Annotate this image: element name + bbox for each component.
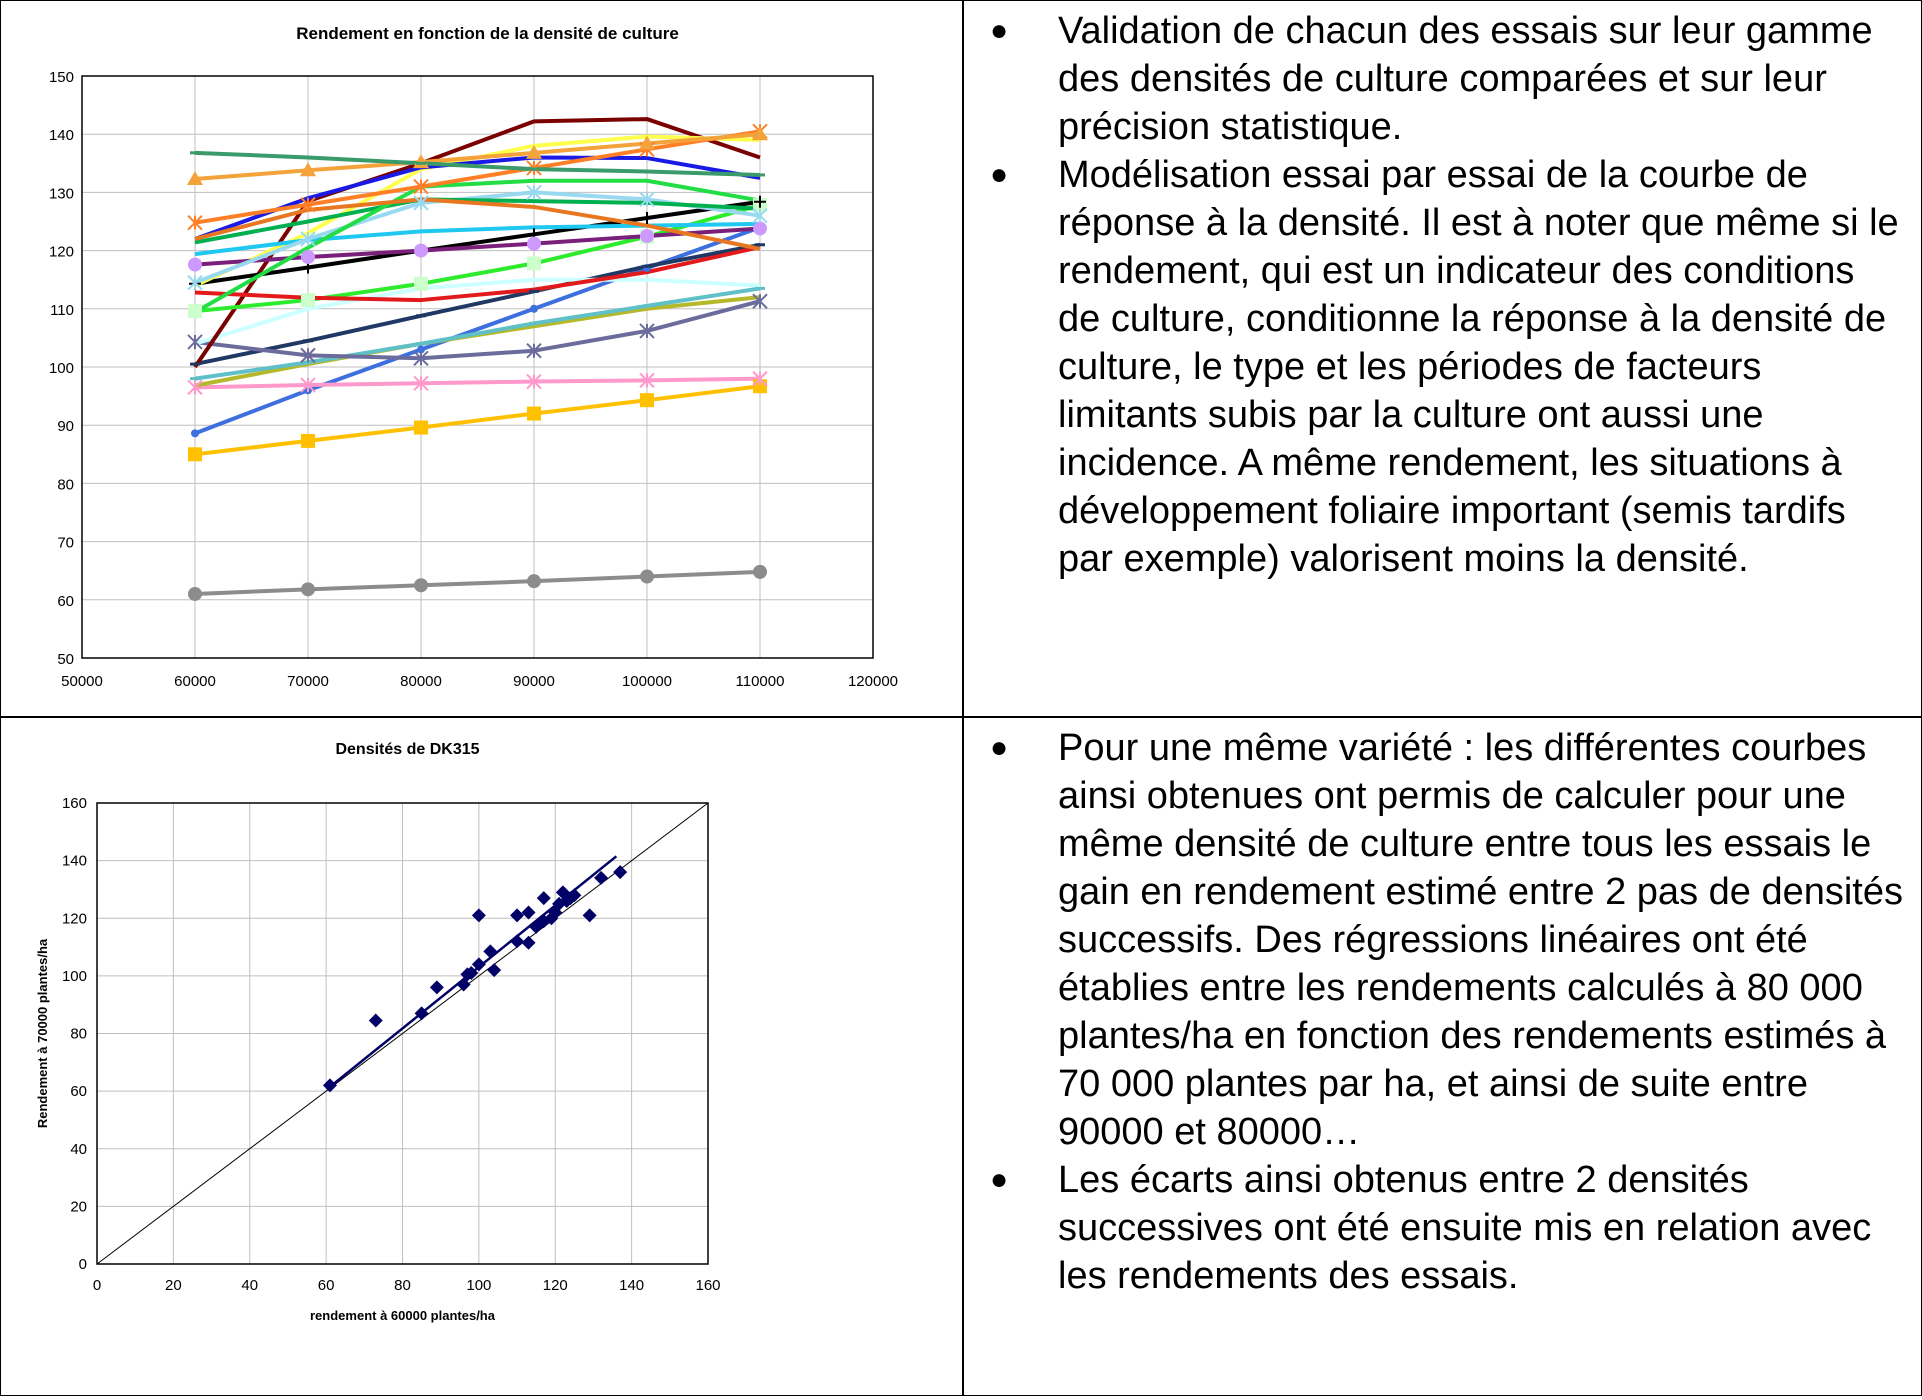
y-tick-label: 120 <box>61 910 87 928</box>
scatter-chart-dk315 <box>1 718 962 1395</box>
data-point <box>301 250 315 264</box>
list-item: ● Pour une même variété : les différentes courbes ainsi obtenues ont permis de calculer pour une même densité de culture entre tous les essais le gain en rendement estimé entre 2 pas de densités successifs. Des régressions linéaires ont été établies entre les rendements calculés à 80 000 plantes/ha en fonction des rendements estimés à 70 000 plantes par ha, et ainsi de suite entre 90000 et 80000… <box>964 724 1921 1156</box>
data-point <box>527 407 541 421</box>
y-tick-label: 100 <box>61 967 87 985</box>
x-axis-label: rendement à 60000 plantes/ha <box>310 1308 495 1323</box>
y-tick-label: 140 <box>61 852 87 870</box>
data-point <box>640 229 654 243</box>
x-tick-label: 100 <box>466 1277 492 1294</box>
bullet-dot: ● <box>990 1163 1009 1196</box>
x-tick-label: 40 <box>241 1277 259 1294</box>
y-tick-label: 20 <box>70 1198 87 1216</box>
data-point <box>188 447 202 461</box>
data-point <box>301 434 315 448</box>
series-line <box>195 379 760 388</box>
x-tick-label: 70000 <box>287 673 329 690</box>
y-tick-label: 40 <box>70 1140 87 1158</box>
y-tick-label: 60 <box>57 592 74 610</box>
chart-title: Rendement en fonction de la densité de culture <box>296 24 679 43</box>
data-point <box>414 578 428 592</box>
bullet-list-top <box>964 7 1921 583</box>
y-tick-label: 140 <box>48 127 74 145</box>
x-tick-label: 120 <box>542 1277 568 1294</box>
list-item: ● Validation de chacun des essais sur leur gamme des densités de culture comparées et sur leur précision statistique. <box>964 7 1921 151</box>
cell-text-top <box>964 1 1921 716</box>
x-tick-label: 120000 <box>847 673 899 690</box>
data-point <box>188 258 202 272</box>
bullet-list-bottom <box>964 724 1921 1300</box>
data-point <box>188 587 202 601</box>
data-point <box>430 980 444 994</box>
series-line <box>195 131 760 222</box>
data-point <box>191 429 199 437</box>
y-tick-label: 70 <box>57 534 74 552</box>
data-point <box>537 891 551 905</box>
data-point <box>414 421 428 435</box>
data-point <box>487 963 501 977</box>
series-group <box>187 119 768 601</box>
y-tick-label: 130 <box>48 185 74 203</box>
data-point <box>472 908 486 922</box>
data-point <box>522 905 536 919</box>
chart-title: Densités de DK315 <box>335 741 480 758</box>
cell-chart-yield-density <box>1 1 962 716</box>
data-point <box>414 277 428 291</box>
x-tick-label: 110000 <box>735 673 785 690</box>
y-tick-label: 60 <box>70 1083 87 1101</box>
data-point <box>527 237 541 251</box>
data-point <box>753 221 767 235</box>
series-line <box>195 386 760 454</box>
y-tick-label: 150 <box>48 69 74 86</box>
cell-text-bottom <box>964 718 1921 1395</box>
data-point <box>613 865 627 879</box>
x-tick-label: 90000 <box>513 673 555 690</box>
y-tick-label: 80 <box>70 1025 87 1043</box>
y-tick-label: 80 <box>57 476 74 494</box>
y-tick-label: 0 <box>78 1256 87 1273</box>
data-point <box>301 293 315 307</box>
x-tick-label: 80 <box>394 1277 411 1294</box>
data-point <box>640 570 654 584</box>
data-point <box>510 934 524 948</box>
list-item: ● Les écarts ainsi obtenus entre 2 densités successives ont été ensuite mis en relation avec les rendements des essais. <box>964 1156 1921 1300</box>
data-point <box>527 574 541 588</box>
series-line <box>195 572 760 594</box>
x-tick-label: 60000 <box>174 673 216 690</box>
line-chart-yield-density <box>1 1 962 716</box>
data-point <box>753 565 767 579</box>
data-point <box>483 944 497 958</box>
bullet-dot: ● <box>990 731 1009 764</box>
data-point <box>522 936 536 950</box>
data-point <box>640 393 654 407</box>
y-tick-label: 160 <box>61 795 87 812</box>
data-point <box>369 1014 383 1028</box>
list-item: ● Modélisation essai par essai de la courbe de réponse à la densité. Il est à noter que même si le rendement, qui est un indicateur des conditions de culture, conditionne la réponse à la densité de culture, le type et les périodes de facteurs limitants subis par la culture ont aussi une incidence. A même rendement, les situations à développement foliaire important (semis tardifs par exemple) valorisent moins la densité. <box>964 151 1921 583</box>
bullet-dot: ● <box>990 158 1009 191</box>
y-tick-label: 90 <box>57 418 74 436</box>
x-tick-label: 0 <box>92 1277 102 1294</box>
data-point <box>323 1078 337 1092</box>
data-point <box>527 256 541 270</box>
x-tick-label: 140 <box>619 1277 645 1294</box>
data-point <box>301 582 315 596</box>
x-tick-label: 60 <box>317 1277 335 1294</box>
y-tick-label: 120 <box>48 243 74 261</box>
data-point <box>414 244 428 258</box>
y-tick-label: 110 <box>50 301 74 319</box>
x-tick-label: 100000 <box>621 673 673 690</box>
data-point <box>641 212 653 224</box>
cell-chart-dk315 <box>1 718 962 1395</box>
x-tick-label: 80000 <box>400 673 442 690</box>
y-tick-label: 50 <box>57 651 74 668</box>
data-point <box>188 304 202 318</box>
data-point <box>530 305 538 313</box>
y-axis-label: Rendement à 70000 plantes/ha <box>35 938 50 1129</box>
y-tick-label: 100 <box>48 360 74 377</box>
x-tick-label: 50000 <box>61 673 103 690</box>
series-line <box>195 297 760 385</box>
bullet-dot: ● <box>990 14 1009 47</box>
x-tick-label: 160 <box>695 1277 721 1294</box>
data-point <box>510 908 524 922</box>
data-point <box>583 908 597 922</box>
x-tick-label: 20 <box>165 1277 182 1294</box>
